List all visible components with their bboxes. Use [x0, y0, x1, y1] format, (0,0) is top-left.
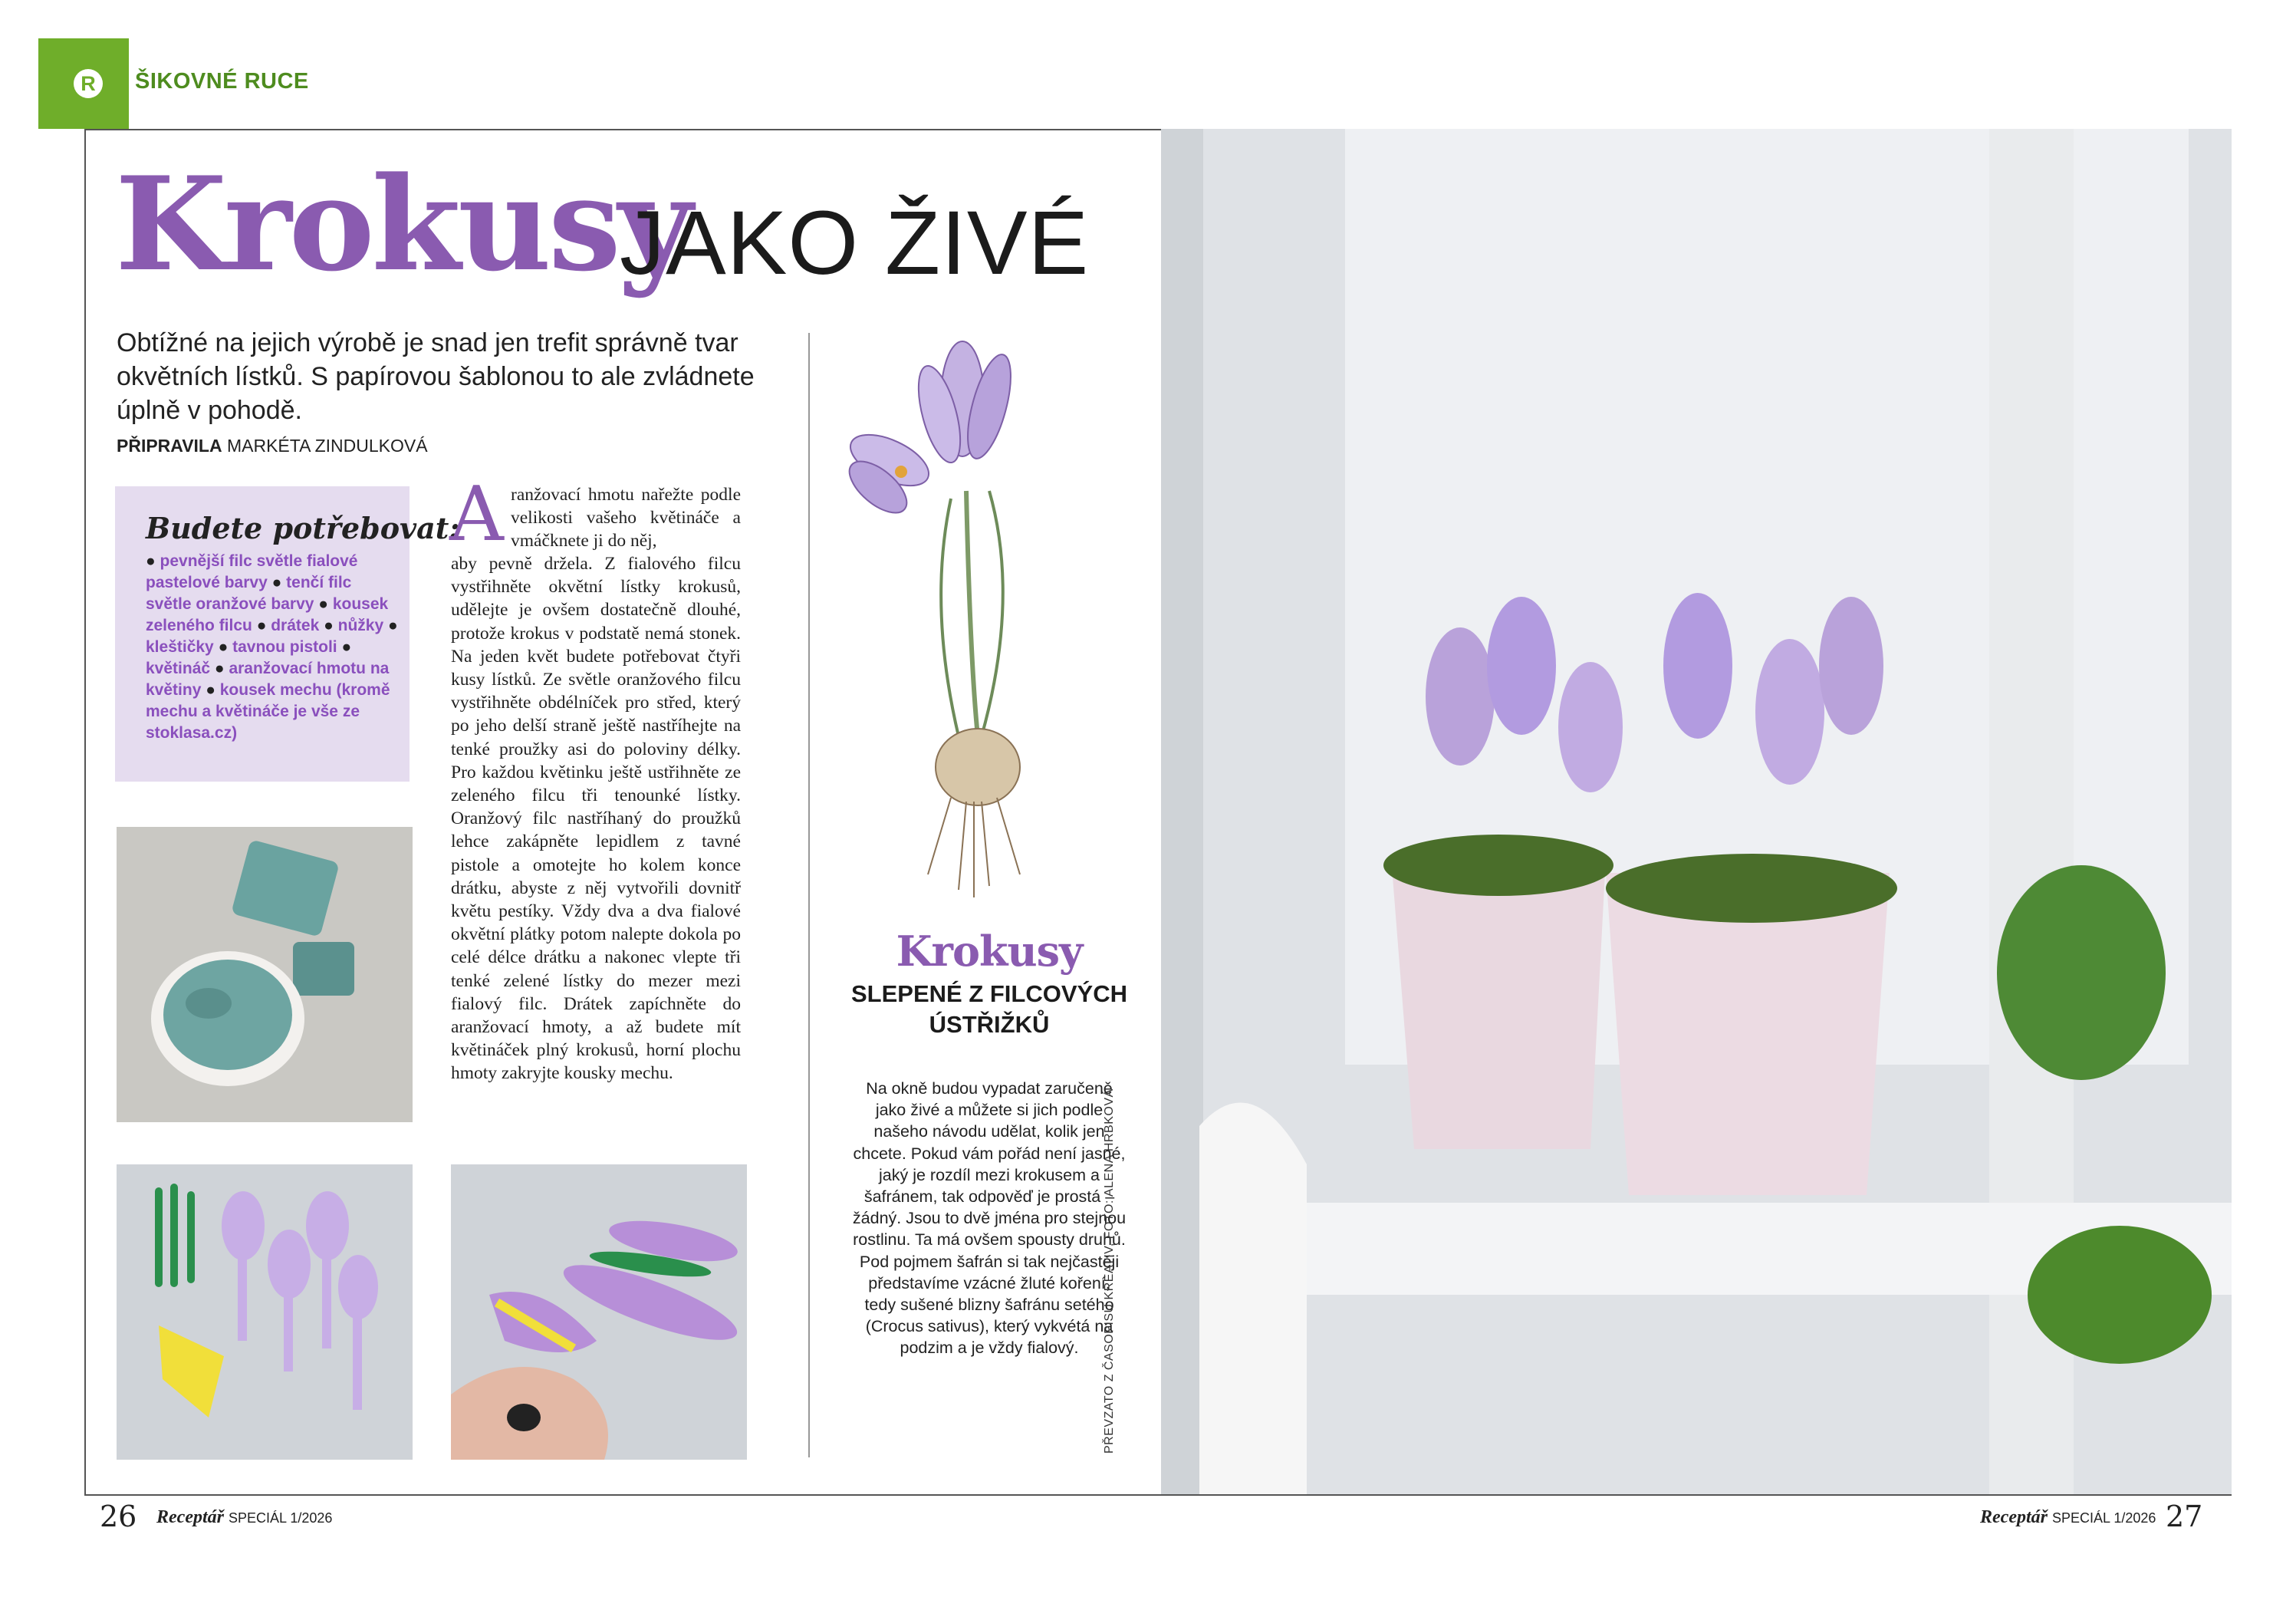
body-text: aby pevně držela. Z fialového filcu vystřihněte okvětní lístky krokusů, udělejte je ovšem dostatečně dlouhé, protože krokus v podstatě nemá stonek. Na jeden květ budete potřebovat čtyři kusy lístků. Ze světle oranžového filcu vystřihněte obdélníček pro střed, který po jeho delší straně ještě nastříhejte na tenké proužky asi do poloviny délky. Pro každou květinku ještě ustřihněte ze zeleného filcu tři tenounké lístky. Oranžový filc nastříhaný do proužků lehce zakápněte lepidlem z tavné pistole a omotejte ho kolem konce drátku, abyste z něj vytvořili dovnitř květu pestíky. Vždy dva a dva fialové okvětní plátky potom nalepte dokola po celé délce drátku a nakonec vlepte tři tenké zelené lístky do mezer mezi fialový filc. Drátek zapíchněte do aranžovací hmoty, a až budete mít květináček plný krokusů, horní plochu hmoty zakryjte kousky mechu. — [451, 554, 741, 1084]
page-number-right: 27 — [2166, 1500, 2203, 1533]
hero-photo-illustration — [1161, 129, 2232, 1494]
frame-line-left — [84, 129, 86, 1494]
footer-issue-left: SPECIÁL 1/2026 — [228, 1510, 333, 1526]
materials-title: Budete potřebovat: — [146, 511, 460, 545]
drop-cap: A — [449, 471, 504, 558]
materials-item: drátek — [271, 617, 320, 634]
assembly-illustration — [451, 1164, 747, 1460]
column-divider — [808, 333, 810, 1457]
page-title: Krokusy — [115, 148, 690, 300]
photo-felt-pieces — [117, 1164, 413, 1460]
foam-illustration — [117, 827, 413, 1122]
body-text-start: ranžovací hmotu nařežte podle velikosti vašeho květináče a vmáčknete ji do něj, — [511, 485, 741, 551]
lead-paragraph: Obtížné na jejich výrobě je snad jen trefit správně tvar okvětních lístků. S papírovou šablonou to ale zvládnete úplně v pohodě. — [117, 328, 755, 425]
materials-item: pevnější filc světle fialové pastelové barvy — [146, 552, 358, 591]
photo-assembly — [451, 1164, 747, 1460]
materials-item: tenčí filc světle oranžové barvy — [146, 574, 352, 613]
sidebar-subtitle: SLEPENÉ Z FILCOVÝCH ÚSTŘIŽKŮ — [851, 980, 1127, 1038]
page-title-rest: JAKO ŽIVÉ — [620, 193, 1090, 294]
page-number-left: 26 — [100, 1500, 137, 1533]
felt-pieces-illustration — [117, 1164, 413, 1460]
materials-item: nůžky — [337, 617, 384, 634]
byline — [117, 436, 428, 456]
photo-foam — [117, 827, 413, 1122]
magazine-badge-icon: R — [74, 69, 103, 98]
sidebar-text: Na okně budou vypadat zaručeně jako živé a můžete si jich podle našeho návodu udělat, kolik jen chcete. Pokud vám pořád není jasné, jaký je rozdíl mezi krokusem a šafránem, tak odpověď je prostá – žádný. Jsou to dvě jména pro stejnou rostlinu. Ta má ovšem spousty druhů. Pod pojmem šafrán si tak nejčastěji představíme vzácné žluté koření, tedy sušené blizny šafránu setého (Crocus sativus), který vykvétá na podzim a je vždy fialový. — [852, 1079, 1127, 1358]
byline-author: MARKÉTA ZINDULKOVÁ — [226, 436, 428, 456]
photo-credit: PŘEVZATO Z ČASOPISU KREATIV, FOTO: ALENA HRBKOVÁ — [1103, 1088, 1116, 1454]
materials-item: kousek zeleného filcu — [146, 595, 389, 634]
footer-left — [156, 1507, 332, 1528]
materials-item: tavnou pistoli — [232, 638, 337, 656]
materials-item: kousek mechu (kromě mechu a květináče je vše ze stoklasa.cz) — [146, 681, 390, 742]
frame-line-bottom — [84, 1494, 2232, 1496]
footer-right — [1980, 1507, 2156, 1528]
materials-item: aranžovací hmotu na květiny — [146, 660, 390, 699]
section-label: ŠIKOVNÉ RUCE — [135, 69, 309, 94]
footer-magazine-right: Receptář — [1980, 1507, 2048, 1527]
footer-magazine-left: Receptář — [156, 1507, 224, 1527]
footer-issue-right: SPECIÁL 1/2026 — [2051, 1510, 2156, 1526]
materials-list: ● pevnější filc světle fialové pastelové barvy ● tenčí filc světle oranžové barvy ● kousek zeleného filcu ● drátek ● nůžky ● kleštičky ● tavnou pistoli ● květináč ● aranžovací hmotu na květiny ● kousek mechu (kromě mechu a květináče je vše ze stoklasa.cz) — [146, 552, 398, 742]
materials-item: květináč — [146, 660, 211, 677]
hero-photo — [1161, 129, 2232, 1494]
materials-item: kleštičky — [146, 638, 214, 656]
crocus-illustration — [836, 338, 1097, 905]
sidebar-title: Krokusy — [896, 927, 1083, 976]
byline-label: PŘIPRAVILA — [117, 436, 222, 456]
